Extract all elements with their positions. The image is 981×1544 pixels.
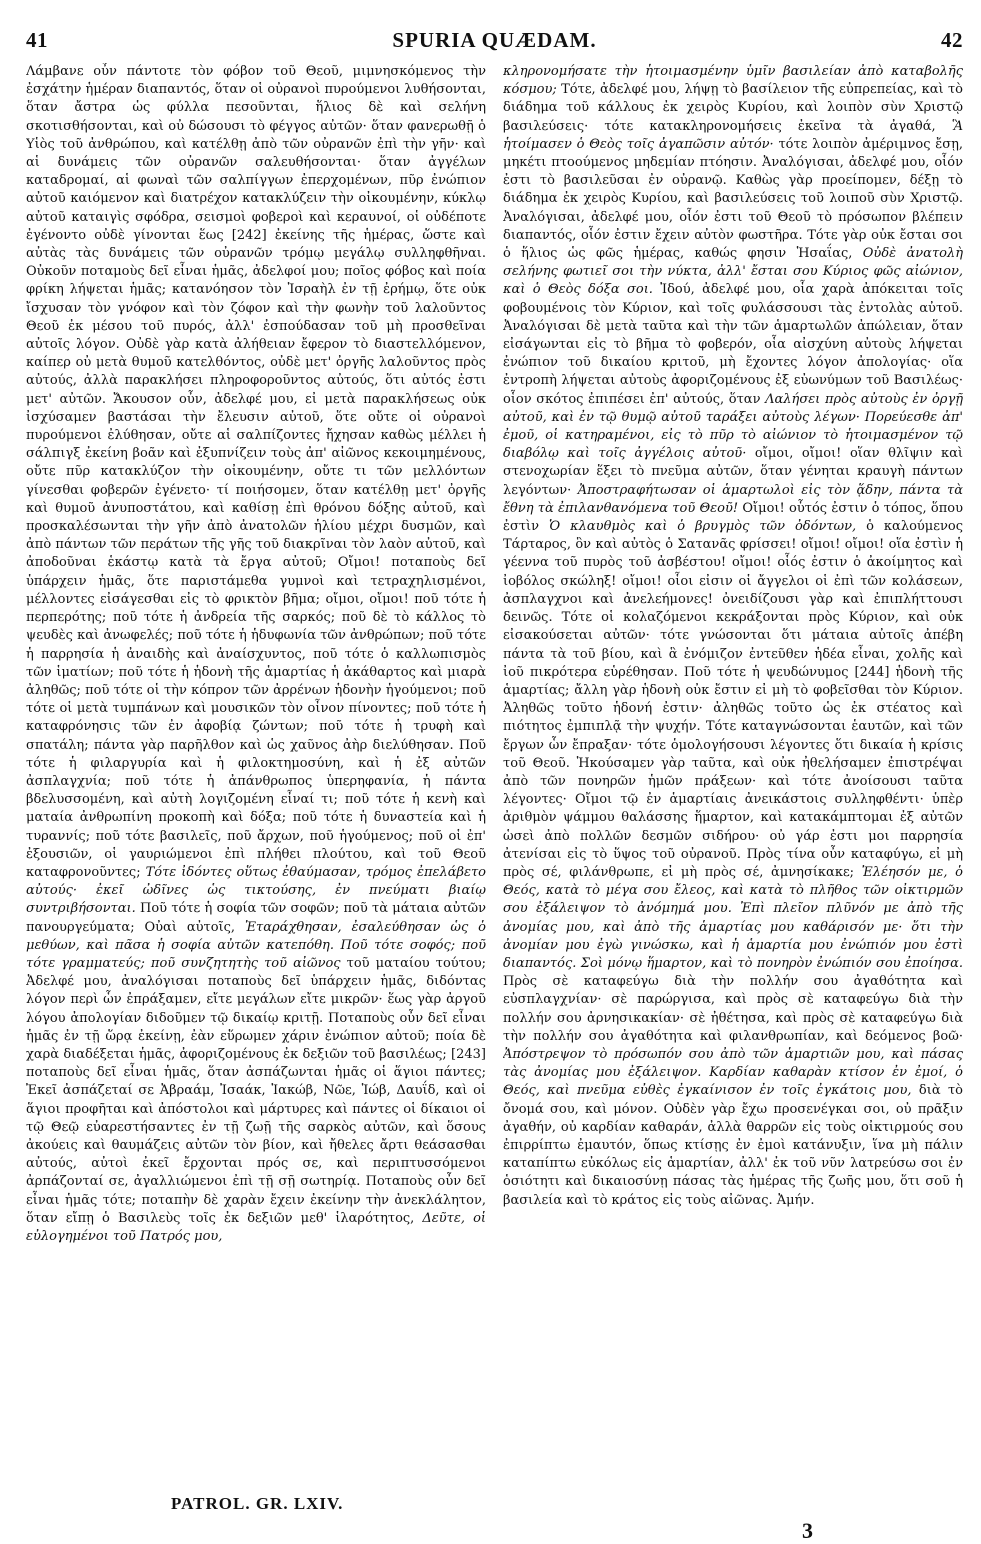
right-column-paragraph	[503, 63, 963, 1210]
sheet-number: 3	[802, 1518, 813, 1543]
left-column	[26, 63, 486, 1503]
quotation-segment: Ἃ ἡτοίμασεν ὁ Θεὸς τοῖς ἀγαπῶσιν αὐτόν·	[503, 118, 963, 152]
quotation-segment: Λαλήσει πρὸς αὐτοὺς ἐν ὀργῇ αὐτοῦ, καὶ ἐν τῷ θυμῷ αὐτοῦ ταράξει αὐτοὺς λέγων· Πορεύεσθε ἀπ' ἐμοῦ, οἱ κατηραμένοι, εἰς τὸ πῦρ τὸ αἰώνιον τὸ ἡτοιμασμένον τῷ διαβόλῳ καὶ τοῖς ἀγγέλοις αὐτοῦ·	[503, 391, 963, 462]
quotation-segment: Δεῦτε, οἱ εὐλογημένοι τοῦ Πατρός μου,	[26, 1210, 486, 1244]
text-segment: Τότε, ἀδελφέ μου, λήψῃ τὸ βασίλειον τῆς εὐπρεπείας, καὶ τὸ διάδημα τοῦ κάλλους ἐκ χειρὸς Κυρίου, καὶ λοιπὸν σὺν Χριστῷ βασιλεύσεις· τότε κατακληρονομήσεις ἐκεῖνα τὰ ἀγαθά,	[503, 82, 963, 134]
text-segment: Ποῦ τότε ἡ σοφία τῶν σοφῶν; ποῦ τὰ μάταια αὐτῶν πανουργεύματα; Οὐαὶ αὐτοῖς,	[26, 901, 486, 935]
quotation-segment: Ἀποστραφήτωσαν οἱ ἁμαρτωλοὶ εἰς τὸν ᾅδην, πάντα τὰ ἔθνη τὰ ἐπιλανθανόμενα τοῦ Θεοῦ!	[503, 482, 963, 516]
left-page-number: 41	[26, 28, 48, 52]
text-segment: τοῦ ματαίου τούτου; Ἀδελφέ μου, ἀναλόγισαι ποταποὺς δεῖ ὑπάρχειν ἡμᾶς, διδόντας λόγον περὶ ὧν ἐπράξαμεν, εἴτε μεγάλων εἴτε μικρῶν· ἕως γὰρ ἀργοῦ λόγου ἀπολογίαν διδοῦμεν τῷ δικαίῳ κριτῇ. Ποταποὺς οὖν δεῖ εἶναι ἡμᾶς ἐν τῇ ὥρᾳ ἐκείνῃ, ἐὰν εὕρωμεν χάριν ἐνώπιον αὐτοῦ; ποία δὲ χαρὰ διαδέξεται ἡμᾶς, ἀφοριζομένους ἐκ δεξιῶν τοῦ βασιλέως; [243] ποταποὺς δεῖ εἶναι ἡμᾶς, ὅταν ἀσπάζωνται ἡμᾶς οἱ ἅγιοι πάντες; Ἐκεῖ ἀσπάζεταί σε Ἀβραάμ, Ἰσαάκ, Ἰακώβ, Νῶε, Ἰώβ, Δαυΐδ, καὶ οἱ ἅγιοι προφῆται καὶ ἀπόστολοι καὶ μάρτυρες καὶ πάντες οἱ δίκαιοι οἱ τῷ Θεῷ εὐαρεστήσαντες ἐν τῇ ζωῇ τῆς σαρκὸς αὐτῶν, καὶ ὅσους ἀκούεις καὶ θαυμάζεις αὐτῶν τὸν βίον, καὶ ἤθελες ἄρτι θεάσασθαι αὐτούς, αὐτοὶ ἐκεῖ ἔρχονται πρός σε, καὶ περιπτυσσόμενοι ἀρπάζονταί σε, ἀγαλλιώμενοι ἐπὶ τῇ σῇ σωτηρίᾳ. Ποταποὺς οὖν δεῖ εἶναι ἡμᾶς τότε; ποταπὴν δὲ χαρὰν ἔχειν ἐκείνην τὴν ἀνεκλάλητον, ὅταν εἴπῃ ὁ Βασιλεὺς τοῖς ἐκ δεξιῶν μεθ' ἱλαρότητος,	[26, 955, 486, 1226]
running-head	[26, 28, 963, 53]
text-segment: διὰ τὸ ὄνομά σου, καὶ μόνον. Οὐδὲν γὰρ ἔχω προσενέγκαι σοι, οὐ πρᾶξιν ἀγαθήν, οὐ καρδίαν καθαράν, ἀλλὰ θαρρῶν εἰς τοὺς οἰκτιρμούς σου ἐπιρρίπτω ἐμαυτόν, ὅπως κτίσῃς ἐν ἐμοὶ κατάνυξιν, ἵνα μὴ πάλιν καταπίπτω εὐκόλως εἰς ἁμαρτίαν, ἀλλ' ἐκ τοῦ νῦν λατρεύσω σοι ἐν ὁσιότητι καὶ δικαιοσύνῃ πάσας τὰς ἡμέρας τῆς ζωῆς μου, ὅτι σοῦ ἡ βασιλεία καὶ τὸ κράτος εἰς τοὺς αἰῶνας. Ἀμήν.	[503, 1083, 963, 1208]
page-title: SPURIA QUÆDAM.	[392, 28, 597, 52]
text-segment: Οἴμοι! οὗτός ἐστιν ὁ τόπος, ὅπου ἐστὶν	[503, 500, 963, 535]
right-column	[503, 63, 963, 1503]
right-page-number: 42	[940, 28, 963, 52]
quotation-segment: Ἐταράχθησαν, ἐσαλεύθησαν ὡς ὁ μεθύων, καὶ πᾶσα ἡ σοφία αὐτῶν κατεπόθη. Ποῦ τότε σοφός; ποῦ τότε γραμματεύς; ποῦ συνζητητὴς τοῦ αἰῶνος	[26, 919, 486, 971]
text-segment: Ἰδού, ἀδελφέ μου, οἷα χαρὰ ἀπόκειται τοῖς φοβουμένοις τὸν Κύριον, καὶ τοῖς φυλάσσουσι τὰς ἐντολὰς αὐτοῦ. Ἀναλόγισαι δὲ μετὰ ταῦτα καὶ τὴν τῶν ἁμαρτωλῶν ἀπώλειαν, ὅταν εἰσάγωνται εἰς τὸ βῆμα τὸ φοβερόν, οἷα αἰσχύνη αὐτοὺς λήψεται ἐνώπιον τοῦ δικαίου κριτοῦ, μὴ ἔχοντες λόγον ἀπολογίας· οἵα ἐντροπὴ λήψεται αὐτοὺς ἀφοριζομένους ἐξ εὐωνύμων τοῦ Βασιλέως· οἷον σκότος ἐπιπέσει ἐπ' αὐτούς, ὅταν	[503, 282, 963, 407]
text-segment: Λάμβανε οὖν πάντοτε τὸν φόβον τοῦ Θεοῦ, μιμνησκόμενος τὴν ἐσχάτην ἡμέραν διαπαντός, ὅταν οἱ οὐρανοὶ πυρούμενοι λυθήσονται, ὅταν ἄστρα ὡς φύλλα πεσοῦνται, ἥλιος δὲ καὶ σελήνη σκοτισθήσονται, καὶ οὐ δώσουσι τὸ φέγγος αὐτῶν· ὅταν φανερωθῇ ὁ Υἱὸς τοῦ ἀνθρώπου, καὶ κατέλθῃ ἀπὸ τῶν οὐρανῶν ἐπὶ τὴν γῆν· καὶ αἱ δυνάμεις τῶν οὐρανῶν σαλευθήσονται· ὅταν ἀγγέλων καταδρομαί, αἱ φωναὶ τῶν σαλπίγγων ἐπερχομένων, πῦρ ἐνώπιον αὐτοῦ καιόμενον καὶ διατρέχον κατακλύζειν τὴν οἰκουμένην, κύκλῳ αὐτοῦ καταιγὶς σφόδρα, σεισμοὶ φοβεροὶ καὶ κεραυνοί, οἱ οὐδέποτε ἐγένοντο οὐδὲ γίνονται ἕως [242] ἐκείνης τῆς ἡμέρας, ὥστε καὶ αὐτὰς τὰς δυνάμεις τῶν οὐρανῶν τρόμῳ μεγάλῳ συλληφθῆναι. Οὐκοῦν ποταμοὺς δεῖ εἶναι ἡμᾶς, ἀδελφοί μου; ποῖος φόβος καὶ ποία φρίκη λήψεται ἡμᾶς; κατανόησον τὸν Ἰσραὴλ ἐν τῇ ἐρήμῳ, ὅτε οὐκ ἴσχυσαν τὸν γνόφον καὶ τὸν ζόφον καὶ τὴν φωνὴν τοῦ λαλοῦντος Θεοῦ ἐκ μέσου τοῦ πυρός, ἀλλ' ἐσπούδασαν τοῦ μὴ προσθεῖναι αὐτοῖς λόγον. Οὐδὲ γὰρ κατὰ ἀλήθειαν ἔφερον τὸ διαστελλόμενον, καίπερ οὐ μετὰ θυμοῦ κατελθόντος, οὐδὲ μετ' ὀργῆς λαλοῦντος πρὸς αὐτούς, ἀλλὰ παρακλήσει πληροφοροῦντος αὐτούς, ὅτι αὐτός ἐστι μετ' αὐτῶν. Ἄκουσον οὖν, ἀδελφέ μου, εἰ μετὰ παρακλήσεως οὐκ ἰσχύσαμεν βαστάσαι τὴν ἔλευσιν αὐτοῦ, ὅτε οὔτε οἱ οὐρανοὶ πυρούμενοι ἐλύθησαν, οὔτε αἱ σαλπίζοντες ἤχησαν καθὼς μέλλει ἡ σάλπιγξ ἐκείνη βοᾶν καὶ ἐξυπνίζειν τοὺς ἀπ' αἰῶνος κεκοιμημένους, οὔτε πῦρ κατακλύζον τὴν οἰκουμένην, οὔτε τι τῶν μελλόντων γίνεσθαι φοβερῶν ἐγένετο· τί ποιήσομεν, ὅταν κατέλθῃ μετ' ὀργῆς καὶ θυμοῦ ἀνυποστάτου, καὶ καθίσῃ ἐπὶ θρόνου δόξης αὐτοῦ, καὶ προσκαλέσωνται τὴν γῆν ἀπὸ ἀνατολῶν ἡλίου μέχρι δυσμῶν, καὶ ἀπὸ πάντων τῶν περάτων τῆς γῆς τοῦ διακρῖναι τὸν λαὸν αὐτοῦ, καὶ ἀποδοῦναι ἑκάστῳ κατὰ τὰ ἔργα αὐτοῦ; Οἴμοι! ποταποὺς δεῖ ὑπάρχειν ἡμᾶς, ὅτε παριστάμεθα γυμνοὶ καὶ τετραχηλισμένοι, μέλλοντες εἰσάγεσθαι εἰς τὸ φρικτὸν βῆμα; οἴμοι, οἴμοι! ποῦ τότε ἡ περπερότης; ποῦ τότε ἡ ἀνδρεία τῆς σαρκός; ποῦ δὲ τὸ κάλλος τὸ ψευδὲς καὶ ἀνωφελές; ποῦ τότε ἡ ἡδυφωνία τῶν ἀνθρώπων; ποῦ τότε ἡ παρρησία ἡ ἀναιδὴς καὶ ἀναίσχυντος, ποῦ τότε ὁ καλλωπισμὸς τῶν ἱματίων; ποῦ τότε ἡ ἡδονὴ τῆς ἁμαρτίας ἡ ἀκάθαρτος καὶ μιαρὰ ἀληθῶς; ποῦ τότε οἱ τὴν κόπρον τῶν ἀρρένων ἡδονὴν ἡγούμενοι; ποῦ τότε οἱ μετὰ τυμπάνων καὶ μουσικῶν τὸν οἶνον πίνοντες; ποῦ τότε ἡ καταφρόνησις τῶν ἐν ἀφοβίᾳ ζώντων; ποῦ τότε ἡ τρυφὴ καὶ σπατάλη; πάντα γὰρ παρῆλθον καὶ ὡς χαῦνος ἀὴρ διελύθησαν. Ποῦ τότε ἡ φιλαργυρία καὶ ἡ φιλοκτημοσύνη, καὶ ἡ ἐξ αὐτῶν ἀσπλαγχνία; ποῦ τότε ἡ ἀπάνθρωπος ὑπερηφανία, ἡ πάντα βδελυσσομένη, καὶ αὐτὴ λογιζομένη εἶναί τι; ποῦ τότε ἡ κενὴ καὶ ματαία ἀνθρωπίνη προκοπὴ καὶ δόξα; ποῦ τότε ἡ δυναστεία καὶ ἡ τυραννίς; ποῦ τότε βασιλεῖς, ποῦ ἄρχων, ποῦ ἡγούμενος; ποῦ οἱ ἐπ' ἐξουσιῶν, οἱ γαυριώμενοι ἐπὶ πλήθει πλούτου, καὶ τοῦ Θεοῦ καταφρονοῦντες;	[26, 64, 486, 880]
text-segment: Πρὸς σὲ καταφεύγω διὰ τὴν πολλήν σου ἀγαθότητα καὶ εὐσπλαγχνίαν· σὲ παρώργισα, καὶ πρὸς σὲ καταφεύγω διὰ τὴν πολλήν σου ἀρνησικακίαν· σὲ ἠθέτησα, καὶ πρὸς σὲ καταφεύγω διὰ τὴν πολλήν σου ἀγαθότητα καὶ φιλανθρωπίαν, καὶ δεόμενος βοῶ·	[503, 974, 963, 1044]
quotation-segment: Ἐλέησόν με, ὁ Θεός, κατὰ τὸ μέγα σου ἔλεος, καὶ κατὰ τὸ πλῆθος τῶν οἰκτιρμῶν σου ἐξάλειψον τὸ ἀνόμημά μου. Ἐπὶ πλεῖον πλῦνόν με ἀπὸ τῆς ἀνομίας μου, καὶ ἀπὸ τῆς ἁμαρτίας μου καθάρισόν με· ὅτι τὴν ἀνομίαν μου ἐγὼ γινώσκω, καὶ ἡ ἁμαρτία μου ἐνώπιόν μου ἐστὶ διαπαντός. Σοὶ μόνῳ ἥμαρτον, καὶ τὸ πονηρὸν ἐνώπιόν σου ἐποίησα.	[503, 864, 963, 971]
text-segment: οἴμοι, οἴμοι! οἵαν θλῖψιν καὶ στενοχωρίαν ἕξει τὸ πνεῦμα αὐτῶν, ὅταν γένηται κραυγὴ πάντων λεγόντων·	[503, 446, 963, 498]
quotation-segment: κληρονομήσατε τὴν ἡτοιμασμένην ὑμῖν βασιλείαν ἀπὸ καταβολῆς κόσμου;	[503, 64, 963, 98]
volume-signature: PATROL. GR. LXIV.	[171, 1494, 344, 1513]
quotation-segment: Τότε ἰδόντες οὕτως ἐθαύμασαν, τρόμος ἐπελάβετο αὐτούς· ἐκεῖ ὠδῖνες ὡς τικτούσης, ἐν πνεύματι βιαίῳ συντριβήσονται.	[26, 864, 486, 917]
page-footer	[26, 1494, 963, 1544]
quotation-segment: Οὐδὲ ἀνατολὴ σελήνης φωτιεῖ σοι τὴν νύκτα, ἀλλ' ἔσται σου Κύριος φῶς αἰώνιον, καὶ ὁ Θεὸς δόξα σοι.	[503, 246, 963, 298]
text-segment: τότε λοιπὸν ἀμέριμνος ἔσῃ, μηκέτι πτοούμενος μηδεμίαν πτόησιν. Ἀναλόγισαι, ἀδελφέ μου, οἷόν ἐστι τὸ βασιλεῦσαι ἐν οὐρανῷ. Καθὼς γὰρ προείπομεν, δέξῃ τὸ διάδημα ἐκ χειρὸς Κυρίου, καὶ βασιλεύσεις τοῦ λοιποῦ σὺν Χριστῷ. Ἀναλόγισαι, ἀδελφέ μου, οἷόν ἐστι τοῦ Θεοῦ τὸ πρόσωπον βλέπειν διαπαντός, οἷόν ἐστιν ἔχειν αὐτὸν φωστῆρα. Τότε γὰρ οὐκ ἔσται σοι ὁ ἥλιος ὡς φῶς ἡμέρας, καθώς φησιν Ἡσαΐας,	[503, 136, 963, 262]
text-segment: ὁ καλούμενος Τάρταρος, ὃν καὶ αὐτὸς ὁ Σατανᾶς φρίσσει! οἴμοι! οἴμοι! οἵα ἐστὶν ἡ γέεννα τοῦ πυρὸς τοῦ ἀσβέστου! οἴμοι! οἷός ἐστιν ὁ ἀκοίμητος καὶ ἰοβόλος σκώληξ! οἴμοι! οἷοι εἰσιν οἱ ἄγγελοι οἱ ἐπὶ τῶν κολάσεων, ἀσπλαγχνοι καὶ ἀνελεήμονες! ὀνειδίζουσι γὰρ καὶ ἐπιπλήττουσι δεινῶς. Τότε οἱ κολαζόμενοι κεκράξονται πρὸς Κύριον, καὶ οὐκ εἰσακούσεται αὐτῶν· τότε γνώσονται ὅτι μάταια αὐτοῖς ἀπέβη πάντα τὰ τοῦ βίου, καὶ ἃ ἐνόμιζον ἐντεῦθεν ἡδέα εἶναι, χολῆς καὶ ἰοῦ πικρότερα εὑρέθησαν. Ποῦ τότε ἡ ψευδώνυμος [244] ἡδονὴ τῆς ἁμαρτίας; ἄλλη γὰρ ἡδονὴ οὐκ ἔστιν εἰ μὴ τὸ φοβεῖσθαι τὸν Κύριον. Ἀληθῶς τοῦτο ἡδονή ἐστιν· ἀληθῶς τοῦτο ὡς ἐκ στέατος καὶ πιότητος ἐμπιπλᾷ τὴν ψυχήν. Τότε καταγνώσονται ἑαυτῶν, καὶ τῶν ἔργων ὧν ἔπραξαν· τότε ὁμολογήσουσι λέγοντες ὅτι δικαία ἡ κρίσις τοῦ Θεοῦ. Ἠκούσαμεν γὰρ ταῦτα, καὶ οὐκ ἠθελήσαμεν ἐπιστρέψαι ἀπὸ τῶν πονηρῶν ἡμῶν πράξεων· καὶ τότε ἀνοίσουσι ταῦτα λέγοντες· Οἴμοι τῷ ἐν ἁμαρτίαις ἀνεικάστοις συλληφθέντι· ὑπὲρ ἀριθμὸν ψάμμου θαλάσσης ἥμαρτον, καὶ κατακάμπτομαι ἐξ αὐτῶν ὡσεὶ ἀπὸ πολλῶν δεσμῶν σιδήρου· οὐ γάρ ἐστι μοι παρρησία ἀτενίσαι εἰς τὸ ὕψος τοῦ οὐρανοῦ. Πρὸς τίνα οὖν καταφύγω, εἰ μὴ πρὸς σέ, φιλάνθρωπε, εἰ μὴ πρὸς σέ, ἀμνησίκακε;	[503, 519, 963, 880]
text-columns	[26, 63, 963, 1503]
left-column-paragraph	[26, 63, 486, 1246]
quotation-segment: Ὁ κλαυθμὸς καὶ ὁ βρυγμὸς τῶν ὀδόντων,	[549, 519, 857, 535]
quotation-segment: Ἀπόστρεψον τὸ πρόσωπόν σου ἀπὸ τῶν ἁμαρτιῶν μου, καὶ πάσας τὰς ἀνομίας μου ἐξάλειψον. Καρδίαν καθαρὰν κτίσον ἐν ἐμοί, ὁ Θεός, καὶ πνεῦμα εὐθὲς ἐγκαίνισον ἐν τοῖς ἐγκάτοις μου,	[503, 1046, 963, 1099]
